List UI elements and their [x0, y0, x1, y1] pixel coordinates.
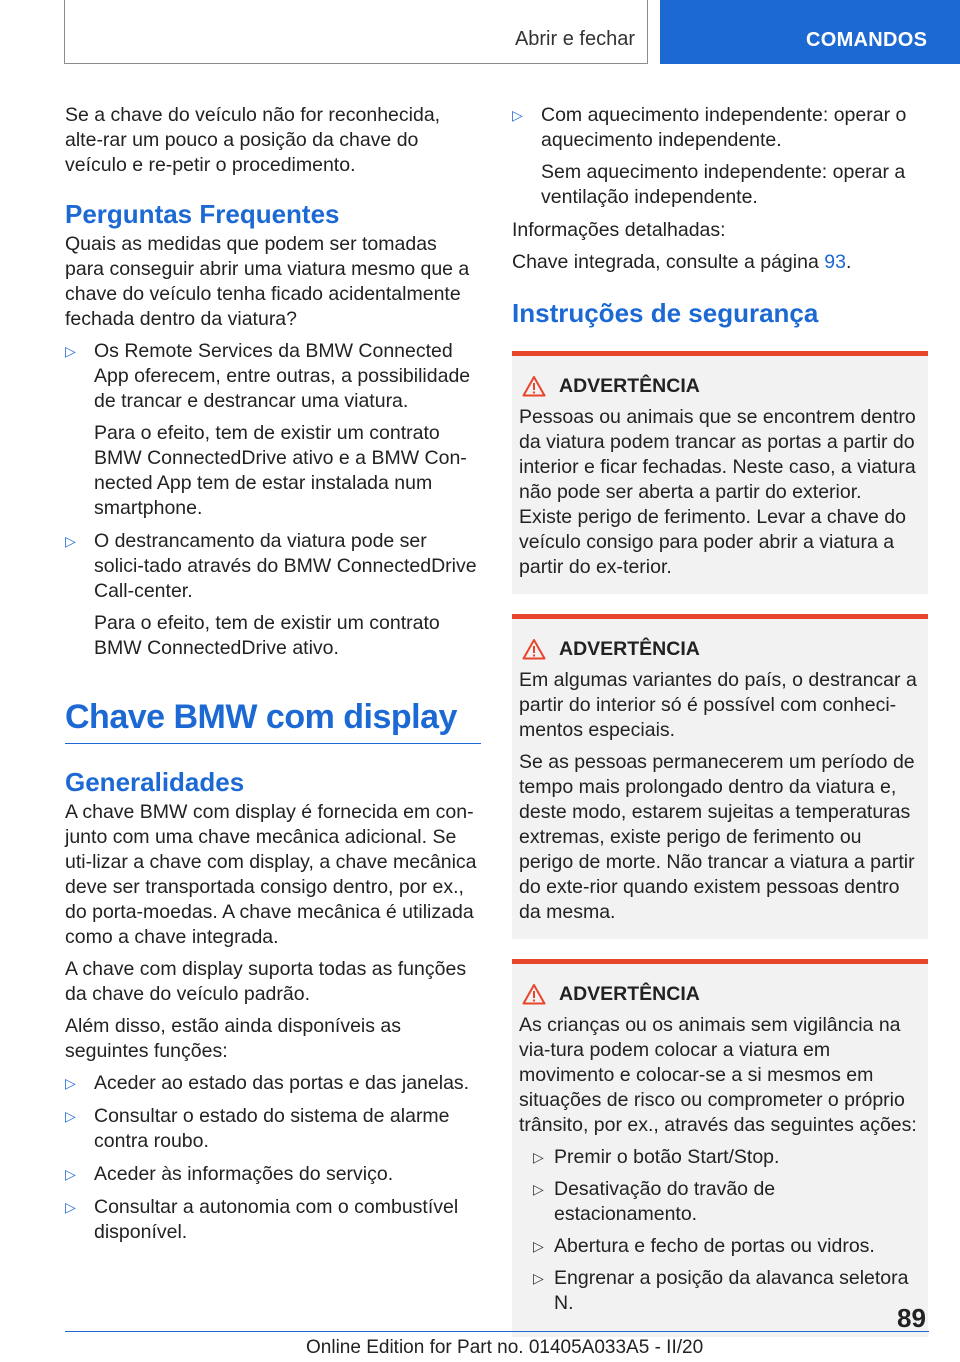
triangle-bullet-icon: ▷	[65, 343, 76, 359]
safety-heading: Instruções de segurança	[512, 298, 819, 328]
chapter-heading: Chave BMW com display	[65, 695, 481, 744]
warning-paragraph: Se as pessoas permanecerem um período de tempo mais prolongado dentro da viatura e, deste modo, estarem sujeitas a temperaturas extremas, existe perigo de ferimento ou perigo de morte. Não trancar a viatura a partir do exte-rior quando existem pessoas dentro da mesma.	[519, 751, 915, 923]
list-item-text: Desativação do travão de estacionamento.	[554, 1178, 776, 1225]
triangle-bullet-icon: ▷	[512, 107, 523, 123]
right-column	[512, 103, 928, 1357]
action-list	[519, 1145, 920, 1316]
warning-title-text: ADVERTÊNCIA	[559, 375, 700, 397]
detail-label: Informações detalhadas:	[512, 219, 726, 241]
faq-heading: Perguntas Frequentes	[65, 199, 340, 229]
list-item	[519, 1234, 920, 1259]
warning-title-text: ADVERTÊNCIA	[559, 638, 700, 660]
list-item-text: Abertura e fecho de portas ou vidros.	[554, 1235, 875, 1257]
triangle-bullet-icon: ▷	[65, 1108, 76, 1124]
function-list	[65, 1071, 481, 1245]
list-item-note: Para o efeito, tem de existir um contrato BMW ConnectedDrive ativo.	[94, 612, 440, 659]
list-item	[65, 339, 481, 521]
warning-triangle-icon	[522, 638, 546, 660]
triangle-bullet-icon: ▷	[533, 1149, 544, 1165]
list-item-text: Os Remote Services da BMW Connected App oferecem, entre outras, a possibilidade de trancar e destrancar uma viatura.	[94, 340, 471, 412]
triangle-bullet-icon: ▷	[65, 1166, 76, 1182]
edition-footer: Online Edition for Part no. 01405A033A5 - II/20	[306, 1337, 704, 1358]
list-item-text: Consultar a autonomia com o combustível disponível.	[94, 1196, 459, 1243]
warning-paragraph: Pessoas ou animais que se encontrem dentro da viatura podem trancar as portas a partir do interior e ficar fechadas. Neste caso, a viatura não pode ser aberta a partir do exterior. Existe perigo de ferimento. Levar a chave do veículo consigo para poder abrir a viatura a partir do ex-terior.	[519, 406, 916, 578]
list-item	[65, 1195, 481, 1245]
warning-triangle-icon	[522, 983, 546, 1005]
warning-title-text: ADVERTÊNCIA	[559, 983, 700, 1005]
detail-reference	[512, 250, 928, 275]
list-item	[519, 1145, 920, 1170]
warning-box	[512, 959, 928, 1337]
list-item-text: Aceder às informações do serviço.	[94, 1163, 394, 1185]
section-title: Abrir e fechar	[514, 28, 635, 50]
triangle-bullet-icon: ▷	[533, 1270, 544, 1286]
list-item	[65, 1071, 481, 1096]
warning-box	[512, 614, 928, 939]
detail-text: Chave integrada, consulte a página	[512, 251, 825, 273]
list-item	[519, 1177, 920, 1227]
triangle-bullet-icon: ▷	[533, 1181, 544, 1197]
warning-title	[519, 374, 920, 399]
list-item-note: Sem aquecimento independente: operar a ventilação independente.	[541, 161, 906, 208]
chapter-tab-label: COMANDOS	[806, 29, 928, 51]
triangle-bullet-icon: ▷	[65, 533, 76, 549]
list-item-text: Consultar o estado do sistema de alarme contra roubo.	[94, 1105, 450, 1152]
intro-paragraph: Se a chave do veículo não for reconhecida, alte-rar um pouco a posição da chave do veículo e re-petir o procedimento.	[65, 104, 441, 176]
list-item-text: Premir o botão Start/Stop.	[554, 1146, 780, 1168]
list-item-text: Com aquecimento independente: operar o aquecimento independente.	[541, 104, 907, 151]
footer-divider	[65, 1331, 929, 1332]
warning-title	[519, 637, 920, 662]
general-paragraph-1: A chave BMW com display é fornecida em con-junto com uma chave mecânica adicional. Se uti-lizar a chave com display, a chave mecânica deve ser transportada consigo dentro, por ex., do porta-moedas. A chave mecânica é utilizada como a chave integrada.	[65, 801, 477, 948]
list-item	[65, 529, 481, 661]
warning-title	[519, 982, 920, 1007]
triangle-bullet-icon: ▷	[65, 1075, 76, 1091]
list-item	[65, 1104, 481, 1154]
faq-question: Quais as medidas que podem ser tomadas para conseguir abrir uma viatura mesmo que a chave do veículo tenha ficado acidentalmente fechada dentro da viatura?	[65, 233, 470, 330]
warning-paragraph: Em algumas variantes do país, o destrancar a partir do interior só é possível com conheci-mentos especiais.	[519, 669, 917, 741]
warning-paragraph: As crianças ou os animais sem vigilância na via-tura podem colocar a viatura em movimento e colocar-se a si mesmos em situações de risco ou comprometer o próprio trânsito, por ex., através das seguintes ações:	[519, 1014, 917, 1136]
page-number: 89	[897, 1303, 926, 1333]
triangle-bullet-icon: ▷	[533, 1238, 544, 1254]
list-item-note: Para o efeito, tem de existir um contrato BMW ConnectedDrive ativo e a BMW Con-nected App tem de estar instalada num smartphone.	[94, 422, 467, 519]
list-item	[519, 1266, 920, 1316]
heating-list	[512, 103, 928, 210]
header-section-box	[64, 0, 648, 64]
list-item-text: Aceder ao estado das portas e das janelas.	[94, 1072, 470, 1094]
faq-list	[65, 339, 481, 661]
detail-end: .	[845, 251, 852, 273]
warning-box	[512, 351, 928, 594]
list-item-text: Engrenar a posição da alavanca seletora N.	[554, 1267, 909, 1314]
list-item	[512, 103, 928, 210]
general-paragraph-2: A chave com display suporta todas as funções da chave do veículo padrão.	[65, 958, 467, 1005]
list-item-text: O destrancamento da viatura pode ser solici-tado através do BMW ConnectedDrive Call-center.	[94, 530, 477, 602]
general-paragraph-3: Além disso, estão ainda disponíveis as seguintes funções:	[65, 1015, 402, 1062]
chapter-tab[interactable]	[660, 0, 960, 64]
triangle-bullet-icon: ▷	[65, 1199, 76, 1215]
general-heading: Generalidades	[65, 767, 245, 797]
page-link[interactable]: 93	[824, 251, 846, 273]
list-item	[65, 1162, 481, 1187]
left-column	[65, 103, 481, 1253]
warning-triangle-icon	[522, 375, 546, 397]
